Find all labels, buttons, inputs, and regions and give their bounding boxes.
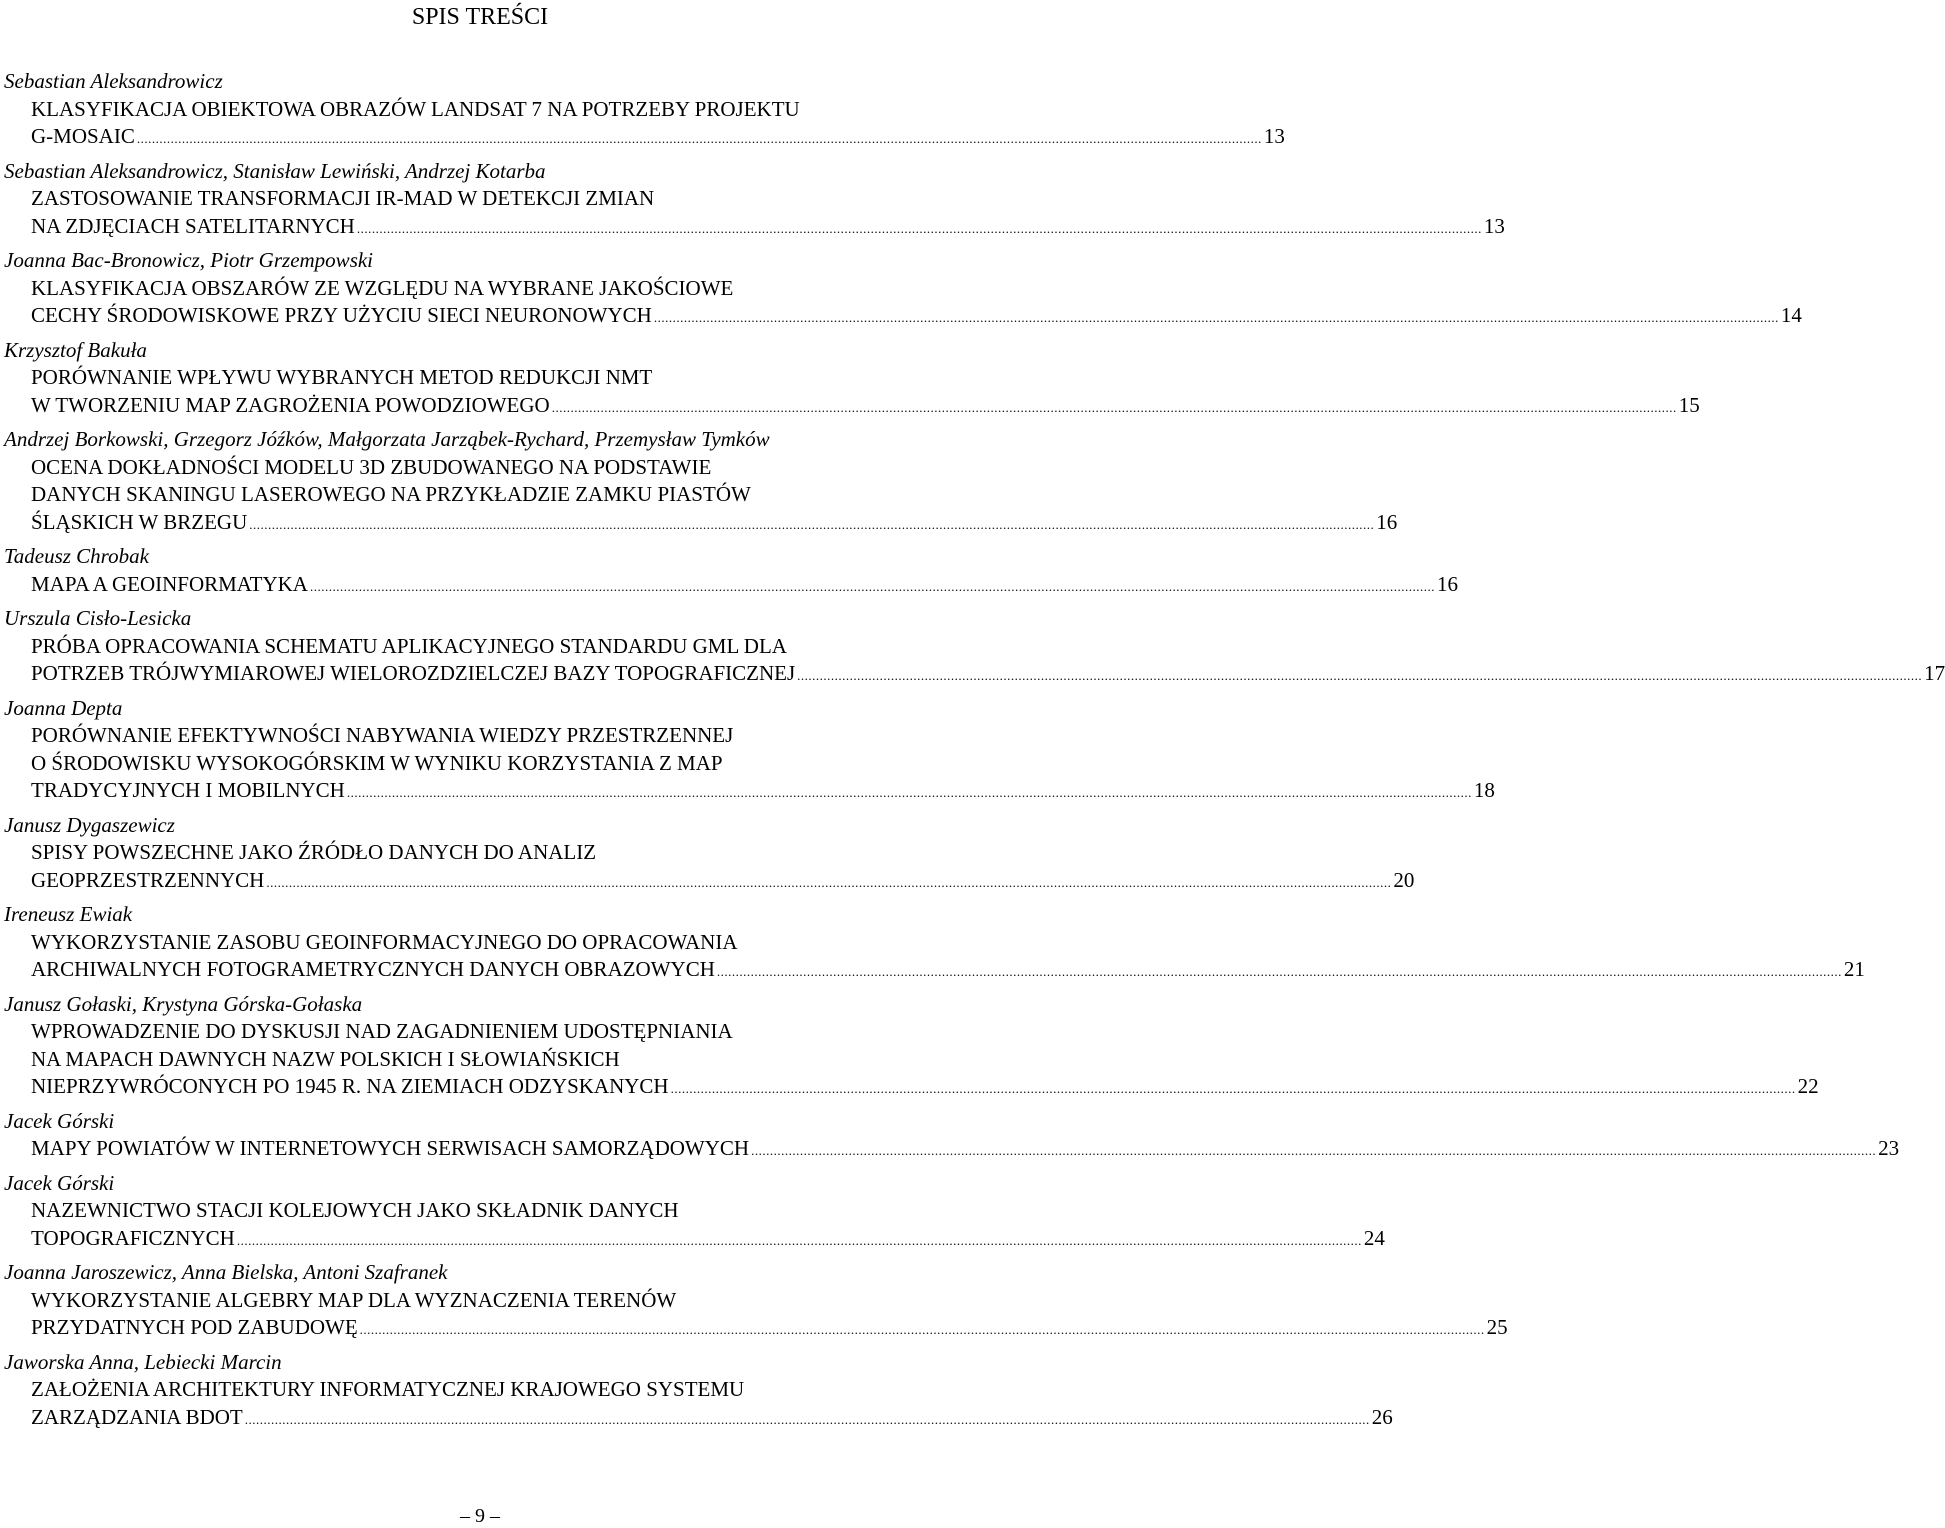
entry-title-line: W TWORZENIU MAP ZAGROŻENIA POWODZIOWEGO (31, 392, 550, 417)
dot-leader: ............................................................................................................................................................................................................................................................................................................ (309, 578, 1435, 594)
dot-leader: ............................................................................................................................................................................................................................................................................................................ (356, 220, 1482, 236)
entry-page-number: 21 (1843, 957, 1865, 981)
entry-authors: Joanna Jaroszewicz, Anna Bielska, Antoni Szafranek (4, 1260, 448, 1284)
entry-authors: Joanna Bac-Bronowicz, Piotr Grzempowski (4, 248, 374, 272)
entry-title-line: ZAŁOŻENIA ARCHITEKTURY INFORMATYCZNEJ KRAJOWEGO SYSTEMU (31, 1377, 745, 1401)
entry-authors: Andrzej Borkowski, Grzegorz Jóźków, Małgorzata Jarząbek-Rychard, Przemysław Tymków (4, 427, 770, 451)
entry-title-line: KLASYFIKACJA OBIEKTOWA OBRAZÓW LANDSAT 7 NA POTRZEBY PROJEKTU (31, 96, 800, 121)
entry-page-number: 20 (1393, 867, 1415, 892)
entry-authors: Janusz Gołaski, Krystyna Górska-Gołaska (4, 991, 363, 1016)
entry-page-number: 23 (1878, 1136, 1900, 1160)
entry-title-line: TRADYCYJNYCH I MOBILNYCH (31, 778, 345, 802)
entry-authors: Tadeusz Chrobak (4, 544, 149, 568)
table-of-contents (4, 68, 1945, 1438)
entry-page-number: 24 (1363, 1225, 1385, 1250)
entry-title-line: WYKORZYSTANIE ZASOBU GEOINFORMACYJNEGO DO OPRACOWANIA (31, 929, 738, 954)
entry-authors: Urszula Cisło-Lesicka (4, 606, 192, 630)
entry-authors: Jacek Górski (4, 1108, 115, 1133)
toc-entry (4, 158, 1505, 243)
entry-authors: Jacek Górski (4, 1170, 115, 1195)
entry-page-number: 18 (1473, 778, 1495, 802)
toc-entry (4, 695, 1495, 807)
toc-entry (4, 247, 1802, 332)
toc-entry (4, 1170, 1385, 1255)
entry-title-line: MAPA A GEOINFORMATYKA (31, 571, 308, 596)
entry-page-number: 16 (1436, 571, 1458, 596)
page-title: SPIS TREŚCI (411, 4, 549, 30)
entry-title-line: NA MAPACH DAWNYCH NAZW POLSKICH I SŁOWIAŃSKICH (31, 1046, 620, 1071)
entry-title-line: SPISY POWSZECHNE JAKO ŹRÓDŁO DANYCH DO ANALIZ (31, 840, 597, 864)
page-number: – 9 – (460, 1505, 500, 1527)
toc-entry (4, 543, 1458, 600)
entry-title-line: ZASTOSOWANIE TRANSFORMACJI IR-MAD W DETEKCJI ZMIAN (31, 186, 655, 210)
dot-leader: ............................................................................................................................................................................................................................................................................................................ (551, 399, 1677, 415)
entry-page-number: 22 (1797, 1074, 1819, 1098)
entry-title-line: NA ZDJĘCIACH SATELITARNYCH (31, 213, 355, 238)
toc-entry (4, 68, 1285, 153)
toc-entry (4, 337, 1700, 422)
entry-title-line: TOPOGRAFICZNYCH (31, 1225, 235, 1250)
entry-authors: Krzysztof Bakuła (4, 337, 147, 362)
entry-title-line: ZARZĄDZANIA BDOT (31, 1404, 243, 1429)
entry-title-line: KLASYFIKACJA OBSZARÓW ZE WZGLĘDU NA WYBRANE JAKOŚCIOWE (31, 275, 734, 300)
dot-leader: ............................................................................................................................................................................................................................................................................................................ (797, 668, 1923, 683)
dot-leader: ............................................................................................................................................................................................................................................................................................................ (653, 310, 1779, 325)
entry-page-number: 25 (1486, 1315, 1508, 1339)
toc-entry (4, 1259, 1508, 1344)
toc-entry (4, 1349, 1393, 1434)
entry-title-line: PORÓWNANIE EFEKTYWNOŚCI NABYWANIA WIEDZY PRZESTRZENNEJ (31, 723, 734, 747)
entry-page-number: 13 (1483, 213, 1505, 238)
entry-page-number: 14 (1780, 303, 1802, 327)
dot-leader: ............................................................................................................................................................................................................................................................................................................ (751, 1143, 1877, 1158)
toc-entry (4, 812, 1415, 897)
dot-leader: ............................................................................................................................................................................................................................................................................................................ (136, 131, 1262, 146)
entry-title-line: CECHY ŚRODOWISKOWE PRZY UŻYCIU SIECI NEURONOWYCH (31, 303, 652, 327)
entry-title-line: ARCHIWALNYCH FOTOGRAMETRYCZNYCH DANYCH OBRAZOWYCH (31, 957, 715, 981)
entry-page-number: 26 (1371, 1404, 1393, 1429)
entry-authors: Ireneusz Ewiak (4, 902, 133, 926)
entry-page-number: 13 (1263, 124, 1285, 148)
entry-title-line: PRÓBA OPRACOWANIA SCHEMATU APLIKACYJNEGO STANDARDU GML DLA (31, 633, 787, 658)
entry-authors: Joanna Depta (4, 695, 123, 720)
entry-title-line: MAPY POWIATÓW W INTERNETOWYCH SERWISACH SAMORZĄDOWYCH (31, 1136, 750, 1160)
dot-leader: ............................................................................................................................................................................................................................................................................................................ (236, 1232, 1362, 1248)
entry-page-number: 15 (1678, 392, 1700, 417)
entry-title-line: ŚLĄSKICH W BRZEGU (31, 509, 248, 534)
entry-title-line: G-MOSAIC (31, 124, 135, 148)
entry-title-line: O ŚRODOWISKU WYSOKOGÓRSKIM W WYNIKU KORZYSTANIA Z MAP (31, 750, 723, 775)
dot-leader: ............................................................................................................................................................................................................................................................................................................ (266, 874, 1392, 890)
dot-leader: ............................................................................................................................................................................................................................................................................................................ (244, 1411, 1370, 1427)
dot-leader: ............................................................................................................................................................................................................................................................................................................ (670, 1081, 1796, 1096)
entry-authors: Sebastian Aleksandrowicz, Stanisław Lewiński, Andrzej Kotarba (4, 158, 546, 183)
entry-authors: Jaworska Anna, Lebiecki Marcin (4, 1349, 282, 1374)
entry-page-number: 17 (1924, 661, 1945, 685)
entry-title-line: PORÓWNANIE WPŁYWU WYBRANYCH METOD REDUKCJI NMT (31, 365, 653, 389)
entry-title-line: POTRZEB TRÓJWYMIAROWEJ WIELOROZDZIELCZEJ BAZY TOPOGRAFICZNEJ (31, 661, 796, 685)
toc-entry (4, 901, 1865, 986)
entry-title-line: GEOPRZESTRZENNYCH (31, 867, 265, 892)
entry-authors: Sebastian Aleksandrowicz (4, 69, 223, 93)
entry-title-line: WYKORZYSTANIE ALGEBRY MAP DLA WYZNACZENIA TERENÓW (31, 1287, 677, 1312)
entry-authors: Janusz Dygaszewicz (4, 812, 175, 837)
dot-leader: ............................................................................................................................................................................................................................................................................................................ (359, 1322, 1485, 1337)
dot-leader: ............................................................................................................................................................................................................................................................................................................ (346, 785, 1472, 800)
toc-entry (4, 426, 1398, 538)
dot-leader: ............................................................................................................................................................................................................................................................................................................ (716, 964, 1842, 979)
entry-title-line: DANYCH SKANINGU LASEROWEGO NA PRZYKŁADZIE ZAMKU PIASTÓW (31, 482, 751, 506)
entry-page-number: 16 (1376, 509, 1398, 534)
toc-entry (4, 991, 1819, 1103)
entry-title-line: NAZEWNICTWO STACJI KOLEJOWYCH JAKO SKŁADNIK DANYCH (31, 1198, 679, 1222)
toc-entry (4, 605, 1945, 690)
entry-title-line: NIEPRZYWRÓCONYCH PO 1945 R. NA ZIEMIACH ODZYSKANYCH (31, 1074, 669, 1098)
entry-title-line: OCENA DOKŁADNOŚCI MODELU 3D ZBUDOWANEGO NA PODSTAWIE (31, 454, 712, 479)
dot-leader: ............................................................................................................................................................................................................................................................................................................ (249, 516, 1375, 532)
entry-title-line: WPROWADZENIE DO DYSKUSJI NAD ZAGADNIENIEM UDOSTĘPNIANIA (31, 1019, 733, 1043)
entry-title-line: PRZYDATNYCH POD ZABUDOWĘ (31, 1315, 358, 1339)
toc-entry (4, 1108, 1900, 1165)
